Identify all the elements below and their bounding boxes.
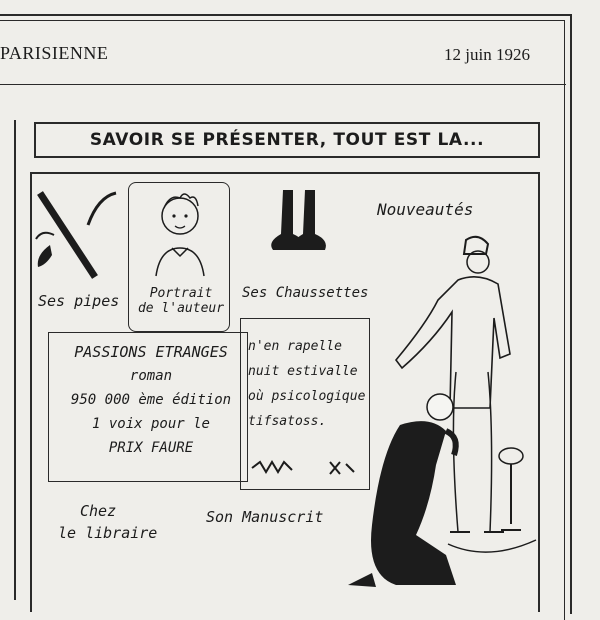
manuscript-line-3: où psicologique: [248, 389, 366, 404]
portrait-label: [136, 286, 226, 316]
bookseller-line-1: Chez: [80, 502, 117, 520]
pipes-illustration: [30, 185, 120, 285]
cartoon-title: SAVOIR SE PRÉSENTER, TOUT EST LA...: [89, 130, 485, 150]
book-prize: PRIX FAURE: [108, 440, 194, 456]
manuscript-line-1: n'en rapelle: [248, 339, 342, 354]
hat-stand: [495, 444, 527, 534]
book-prize-line: 1 voix pour le: [91, 416, 210, 432]
header-rule: [0, 84, 566, 85]
bookseller-label: [58, 500, 157, 544]
book-card-text: [56, 340, 246, 460]
kneeling-figure: [340, 385, 470, 600]
manuscript-label: Son Manuscrit: [206, 508, 324, 526]
book-title: PASSIONS ETRANGES: [74, 343, 228, 361]
manuscript-line-2: nuit estivalle: [248, 364, 358, 379]
issue-date: 12 juin 1926: [444, 45, 530, 64]
masthead: PARISIENNE: [0, 43, 109, 63]
column-rule: [14, 120, 16, 600]
pipes-label: Ses pipes: [38, 292, 120, 310]
socks-label: Ses Chaussettes: [242, 285, 369, 301]
novelties-label: Nouveautés: [377, 200, 474, 219]
author-portrait: [150, 188, 210, 278]
portrait-label-line-1: Portrait: [149, 286, 213, 301]
cartoon-title-box: [34, 122, 540, 158]
book-genre: roman: [129, 368, 173, 384]
bookseller-line-2: le libraire: [58, 524, 158, 542]
manuscript-line-4: tifsatoss.: [248, 414, 327, 429]
book-edition: 950 000 ème édition: [70, 392, 232, 408]
socks-illustration: [255, 188, 340, 263]
portrait-label-line-2: de l'auteur: [137, 301, 225, 316]
